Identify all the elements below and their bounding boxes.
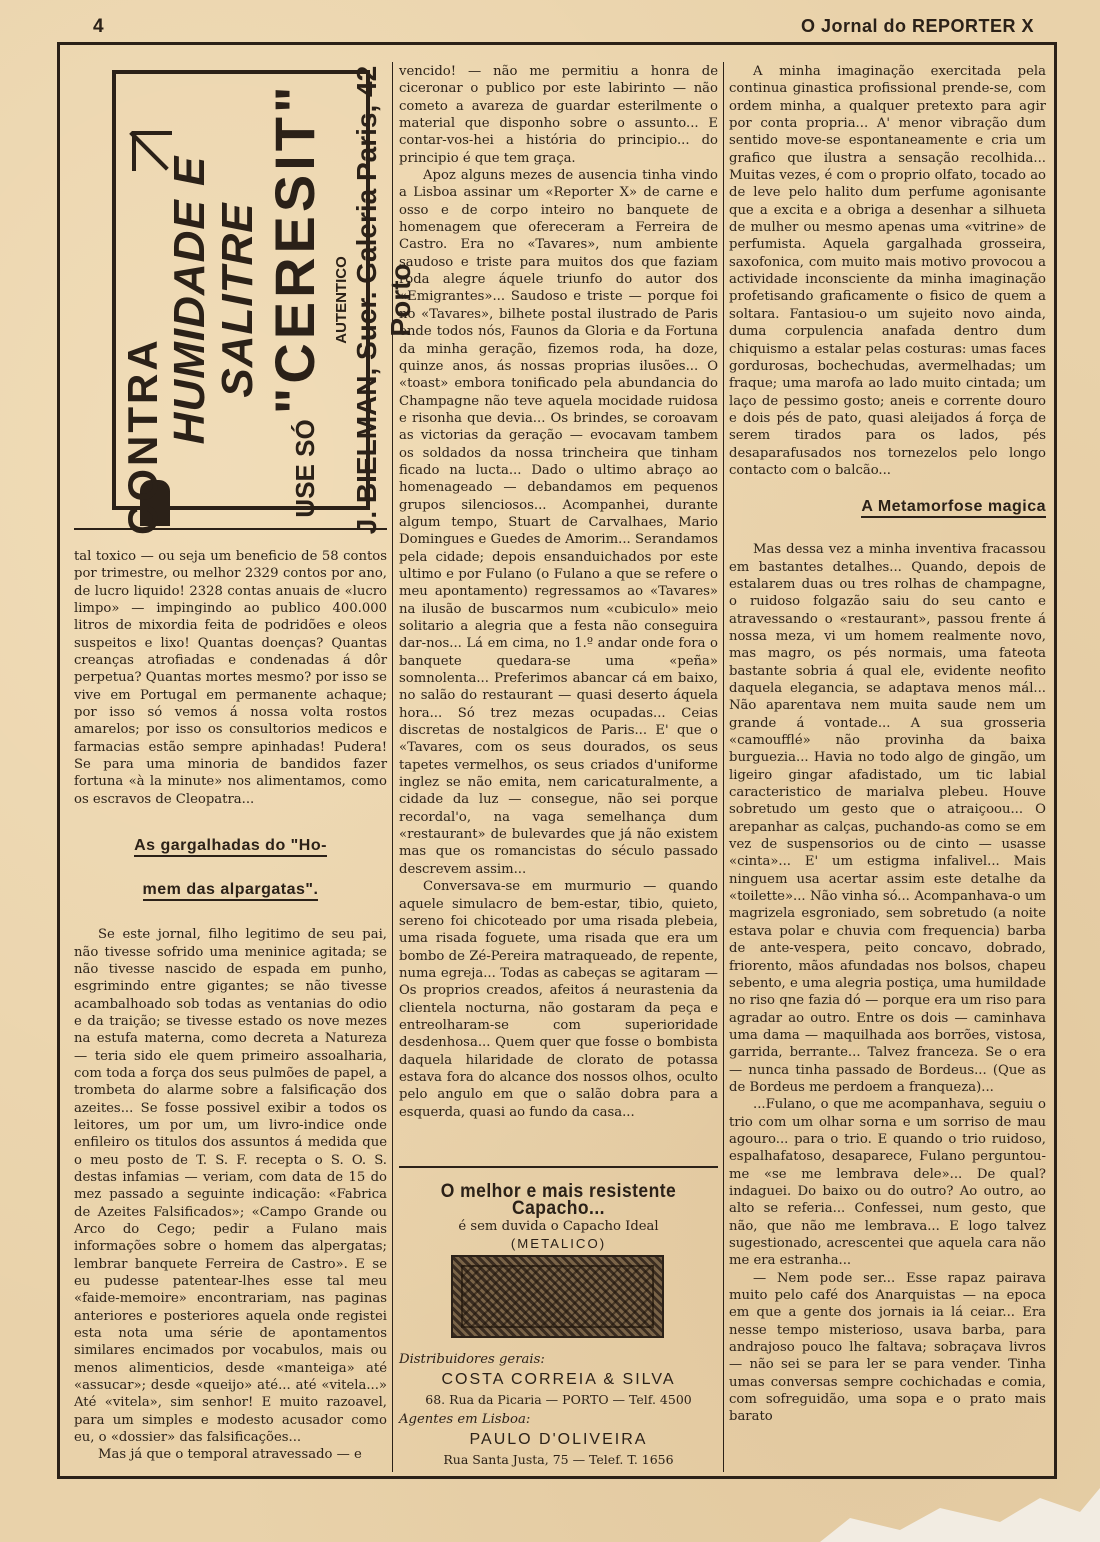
advert-humidade: HUMIDADE E SALITRE	[165, 155, 262, 445]
advert-use: USE SÓ	[290, 419, 320, 518]
column-1	[74, 548, 387, 1464]
advert-rotated-text	[119, 65, 416, 535]
ceresit-advertisement	[90, 55, 416, 535]
column-2	[399, 63, 718, 1121]
divider	[399, 1166, 718, 1168]
paragraph: Mas já que o temporal atravessado — e	[98, 1447, 362, 1463]
distributor-name: COSTA CORREIA & SILVA	[441, 1371, 676, 1388]
column-3	[729, 63, 1046, 1426]
headline-metamorfose: A Metamorfose magica	[729, 493, 1046, 521]
paragraph: vencido! — não me permitiu a honra de ciceronar o publico por este labirinto — não cometo a avareza de guardar esterilmente o material que disponho sobre o assunto... E contar-vos-hei a história do principio... do principio é que tem graça.	[399, 64, 718, 166]
distributors-label: Distribuidores gerais:	[399, 1352, 545, 1367]
paragraph: A minha imaginação exercitada pela continua ginastica profissional prende-se, com ordem minha, a qualquer pretexto para agir por conta propria... A' menor vibração dum sentido move-se espontaneamente e cria um grafico que ilustra a sensação recolhida... Muitas vezes, é com o proprio olfato, tocado ao de leve pelo halito dum perfume agonisante que a excita e a obriga a desenhar a silhueta de mulher ou mesmo apenas uma «vitrine» de perfumista. Aquela gargalhada grosseira, saxofonica, com muito mais motivo provocou a actividade inconsciente da minha imaginação profetisando graficamente o fisico de quem a soltara. Fantasiou-o um sujeito novo ainda, duma corpulencia anafada dentro dum chiquismo a estalar pelas costuras: umas faces gordurosas, bochechudas, avermelhadas; um fraque; uma marofa ao lado muito cintada; um laço de pessimo gosto; aneis e corrente douro e dois pés de pato, quasi aleijados á força de serem tirados para os lados, pés desaparafusados nos tornezelos pelo longo contacto com o balcão...	[729, 64, 1046, 478]
column-divider	[723, 62, 724, 1472]
advert-bielman: J. BIELMAN, Sucr. Galeria Paris, 42 Porto	[351, 65, 416, 535]
paragraph: Se este jornal, filho legitimo de seu pai, não tivesse sofrido uma meninice agitada; se não tivesse nascido de espada em punho, esgrimindo entre gigantes; se não tivesse acambalhoado sob todas as ventanias do odio e da traição; se tivesse estado os nove mezes na estufa materna, como decreta a Natureza — teria sido ele quem primeiro assoalharia, com toda a força dos seus pulmões de papel, a trombeta do alarme sobre a falsificação dos azeites... Se fosse possivel exibir a todos os leitores, um por um, um livro-indice onde enfileiro os titulos dos assuntos á medida que o meu posto de T. S. F. recepta o S. O. S. destas infamias — veriam, com data de 15 do mez passado a seguinte indicação: «Fabrica de Azeites Falsificados»; «Campo Grande ou Arco do Cego; pedir a Fulano mais informações sobre o homem das alpergatas; lembrar banquete Ferreira de Castro». E se eu pudesse patentear-lhes esse tal meu «faide-memoire» encontrariam, nas paginas anteriores e posteriores aquela onde registei esta nota uma série de apontamentos similares encimados por vocabulos, mais ou menos alimenticios, desde «manteiga» até «assucar»; desde «queijo» até... até «vitela...» Até «vitela», sim senhor! E muito razoavel, para um simples e modesto acusador como eu, o «dossier» das falsificações...	[74, 927, 387, 1446]
torn-edge	[700, 1478, 1100, 1542]
capacho-title: O melhor e mais resistente Capacho...	[440, 1181, 677, 1220]
masthead: O Jornal do REPORTER X	[800, 16, 1034, 36]
advert-ceresit: "CERESIT"	[263, 82, 326, 415]
headline-line: mem das alpargatas".	[143, 881, 319, 901]
paragraph: Apoz alguns mezes de ausencia tinha vindo a Lisboa assinar um «Reporter X» de carne e osso e de corpo inteiro no banquete de homenagem que ofereceram a Ferreira de Castro. Era no «Tavares», num ambiente saudoso e triste para muitos dos que faziam roda alegre áquele triunfo do autor dos «Emigrantes»... Saudoso e triste — porque foi no «Tavares», bilhete postal ilustrado de Paris onde todos nós, Faunos da Gloria e da Fortuna da minha geração, fizemos roda, ha doze, quinze anos, ás nossas proprias ilusões... O «toast» embora tonificado pela abundancia do Champagne não teve aquela mocidade ruidosa e risonha que devia... Os brindes, se coroavam as victorias da geração — evocavam tambem os soldados da nossa trincheira que tinham ficado na lucta... Dado o ultimo abraço ao homenageado — debandamos em pequenos grupos silenciosos... Acompanhei, durante algum tempo, Stuart de Carvalhaes, Mario Domingues e Guedes de Amorim... Serandamos pela cidade; depois ensanduichados por este ultimo e por Fulano (o Fulano a que se refere o meu apontamento) regressamos ao «Tavares» na ilusão de buscarmos num «cubiculo» meio solitario a alegria que a festa não conseguira dar-nos... Lá em cima, no 1.º andar onde fora o banquete quedara-se uma «peña» somnolenta... Preferimos abancar cá em baixo, no salão do restaurant — quasi deserto áquela hora... Só trez mezas ocupadas... Ceias discretas de nostalgicos de Paris... E' que o «Tavares, com os seus dourados, os seus tapetes vermelhos, os seus criados d'uniforme inglez se não emita, nem caricaturalmente, a cidade da luz — consegue, não sei porque recordal'o, na vaga semelhança dum «restaurant» de bulevardes que já não existem mas que os romancistas do século passado descrevem assim...	[399, 168, 718, 877]
capacho-subtitle: é sem duvida o Capacho Ideal	[458, 1218, 659, 1234]
agents-label: Agentes em Lisboa:	[399, 1412, 531, 1427]
paragraph: Mas dessa vez a minha inventiva fracassou em bastantes detalhes... Quando, depois de estalarem duas ou tres rolhas de champagne, o ruidoso folgazão saiu do seu canto e atravessando o «restaurant», passou frente á nossa meza, vi um homem realmente novo, mas magro, os pés normais, uma fateota bastante sobria á qual ele, evidente neofito daquela elegancia, se adaptava menos mál... Não aparentava nem muita saude nem um grande á vontade... A sua grosseria «camoufflé» não provinha da baixa burguezia... Havia no todo algo de gingão, um ligeiro gingar afadistado, um tic labial caracteristico de marialva plebeu. Houve sobretudo um gesto que o atraiçoou... O arepanhar as calças, puchando-as como se em vez de suspensorios ou de cinto — usasse «cinta»... E' um estigma infalivel... Mais ninguem usa acertar assim este detalhe da «toilette»... Não vinha só... Acompanhava-o um magrizela esgroniado, sem sobretudo (a noite estava polar e chuvia com frequencia) barba de ante-vespera, peito concavo, dobrado, friorento, mãos afundadas nos bolsos, chapeu sebento, e uma alegria postiça, uma humildade no riso qne fazia dó — porque era um riso para agradar ao outro. Entre os dois — caminhava uma dama — maquilhada aos borrões, vistosa, garrida, berrante... Talvez franceza. Se o era — nunca tinha passado de Bordeus... (Que as de Bordeus me perdoem a franqueza)...	[729, 542, 1046, 1095]
divider	[74, 528, 387, 530]
capacho-advertisement	[399, 1183, 718, 1252]
doormat-illustration	[451, 1255, 664, 1338]
capacho-metalico: (METALICO)	[510, 1236, 607, 1252]
agent-address: Rua Santa Justa, 75 — Telef. T. 1656	[443, 1452, 674, 1467]
page-header	[0, 12, 1100, 42]
page-number: 4	[93, 16, 104, 37]
headline-line: As gargalhadas do "Ho-	[134, 837, 327, 857]
paragraph: ...Fulano, o que me acompanhava, seguiu o trio com um olhar sorna e um sorriso de mau agouro... para o trio. E quando o trio ruidoso, espalhafatoso, desaparece, Fulano perguntou-me «se me lembrava dele»... De qual? indaguei. Do baixo ou do outro? Ao outro, ao alto se referia... Confessei, num gesto, que não, que não me lembrava... E logo talvez sugestionado, acrescentei que aquela cara não me era estranha...	[729, 1097, 1046, 1269]
paragraph: tal toxico — ou seja um beneficio de 58 contos por trimestre, ou melhor 2329 contos por ano, de lucro liquido! 2328 contas anuais de «lucro limpo» — impingindo ao publico 400.000 litros de mixordia feita de podridões e oleos suspeitos e lixo! Quantas doenças? Quantas creanças atrofiadas e condenadas á dôr perpetua? Quantas mortes mesmo? por isso se vive em Portugal em permanente achaque; por isso só vemos á nossa volta rostos amarelos; por isso os consultorios medicos e farmacias estão sempre apinhadas! Pudera! Se para uma minoria de bandidos fazer fortuna «à la minute» nos alimentamos, como os escravos de Cleopatra...	[74, 549, 387, 807]
capacho-distributors	[399, 1350, 718, 1470]
distributor-address: 68. Rua da Picaria — PORTO — Telf. 4500	[425, 1392, 692, 1407]
agent-name: PAULO D'OLIVEIRA	[469, 1431, 648, 1448]
paragraph: Conversava-se em murmurio — quando aquele simulacro de bem-estar, tibio, quieto, sereno foi chicoteado por uma risada plebeia, uma risada foguete, uma risada que era um bombo de Zé-Pereira matraqueado, de repente, numa egreja... Todas as cabeças se agitaram — Os proprios creados, afeitos á neurastenia da clientela nocturna, não gostaram da peça e entreolharam-se com superioridade desdenhosa... Quem quer que fosse o bombista daquela hilaridade de clorato de potassa estava fora do alcance dos nossos olhos, oculto pelo angulo em que o salão dobra para a esquerda, quasi ao fundo da casa...	[399, 879, 718, 1120]
advert-autentico: AUTENTICO	[333, 256, 350, 344]
advert-contra: CONTRA	[119, 337, 166, 535]
paragraph: — Nem pode ser... Esse rapaz pairava muito pelo café dos Anarquistas — na epoca em que a gente dos jornais ia lá ceiar... Era nesse tempo misterioso, usava barba, para andrajoso pouco lhe faltava; sobraçava livros — não sei se para ler se para vender. Tinha umas conversas sempre cochichadas e comia, com sofreguidão, uma sopa e o prato mais barato	[729, 1270, 1046, 1425]
headline-gargalhadas	[74, 824, 387, 912]
